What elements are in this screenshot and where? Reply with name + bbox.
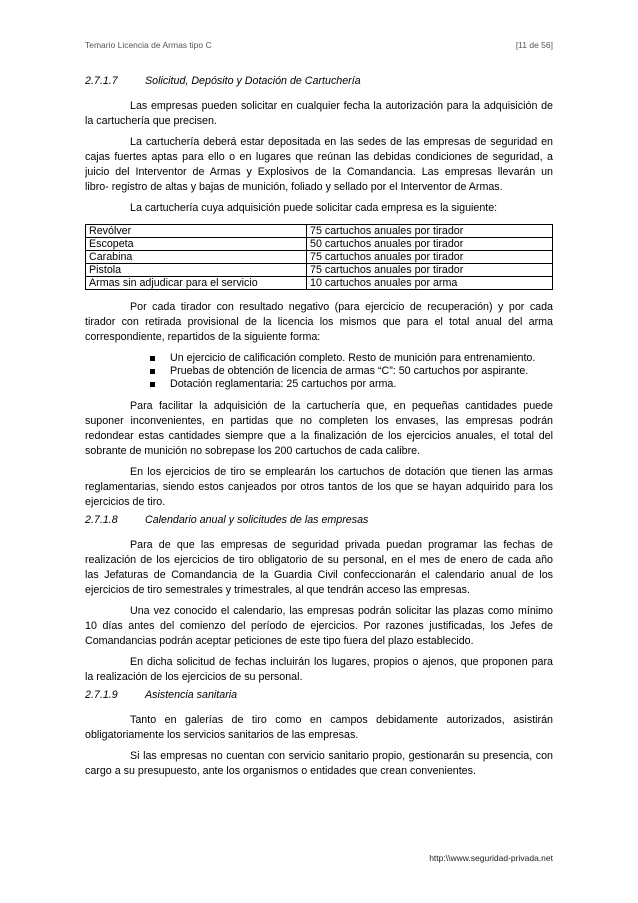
paragraph-line: las Jefaturas de Comandancia de la Guardia Civil confeccionarán el calendario anual de los [85, 568, 553, 581]
list-item [85, 352, 553, 365]
paragraph-line: Para facilitar la adquisición de la cartuchería que, en pequeñas cantidades puede [130, 399, 553, 412]
paragraph [85, 655, 553, 685]
weapon-cell: Revólver [86, 225, 307, 238]
paragraph-line: redondear estas cantidades siempre que a la finalización de los ejercicios anuales, el total del [85, 429, 553, 442]
paragraph [85, 201, 553, 216]
paragraph-line: Por cada tirador con resultado negativo (para ejercicio de recuperación) y por cada [130, 300, 553, 313]
paragraph-line: En los ejercicios de tiro se emplearán los cartuchos de dotación que tienen las armas [130, 465, 553, 478]
paragraph-line: cajas fuertes aptas para ello o en lugares que reúnan las debidas condiciones de seguridad, a [85, 150, 553, 163]
paragraph-line: obligatoriamente los servicios sanitarios de las empresas. [85, 728, 359, 741]
table-row [86, 264, 553, 277]
paragraph-line: realización de los ejercicios de tiro obligatorio de su personal, en el mes de enero de cada año [85, 553, 553, 566]
paragraph-line: Tanto en galerías de tiro como en campos debidamente autorizados, asistirán [130, 713, 553, 726]
weapon-cell: Escopeta [86, 238, 307, 251]
paragraph-line: La cartuchería deberá estar depositada en las sedes de las empresas de seguridad en [130, 135, 553, 148]
table-row [86, 238, 553, 251]
paragraph-line: la realización de los ejercicios de su personal. [85, 670, 303, 683]
paragraph-line: libro- registro de altas y bajas de munición, foliado y sellado por el Interventor de Armas. [85, 180, 503, 193]
section-number: 2.7.1.9 [85, 688, 118, 701]
section-heading [85, 513, 553, 528]
paragraph [85, 604, 553, 649]
section-heading [85, 688, 553, 703]
page-header [85, 40, 553, 51]
section-number: 2.7.1.8 [85, 513, 118, 526]
section-number: 2.7.1.7 [85, 74, 118, 87]
table-row [86, 277, 553, 290]
header-title: Temario Licencia de Armas tipo C [85, 40, 212, 50]
paragraph-line: La cartuchería cuya adquisición puede solicitar cada empresa es la siguiente: [130, 201, 498, 214]
list-item [85, 378, 553, 391]
paragraph [85, 538, 553, 598]
square-bullet-icon [150, 382, 155, 387]
weapon-cell: Pistola [86, 264, 307, 277]
list-item [85, 365, 553, 378]
paragraph-line: suponer inconvenientes, en partidas que no completen los envases, las empresas podrán [85, 414, 553, 427]
weapon-cell: Armas sin adjudicar para el servicio [86, 277, 307, 290]
paragraph [85, 465, 553, 510]
paragraph-line: Las empresas pueden solicitar en cualquier fecha la autorización para la adquisición de [130, 99, 553, 112]
quota-cell: 75 cartuchos anuales por tirador [307, 225, 553, 238]
paragraph-line: reglamentarias, siendo estos canjeados por otros tantos de los que se hayan adquirido para los [85, 480, 553, 493]
quota-cell: 75 cartuchos anuales por tirador [307, 251, 553, 264]
paragraph-line: Comandancias podrán aceptar peticiones de este tipo fuera del plazo establecido. [85, 634, 474, 647]
paragraph-line: Una vez conocido el calendario, las empresas podrán solicitar las plazas como mínimo [130, 604, 553, 617]
list-item-text: Un ejercicio de calificación completo. Resto de munición para entrenamiento. [170, 351, 536, 364]
paragraph-line: ejercicios de tiro. [85, 495, 166, 508]
list-item-text: Pruebas de obtención de licencia de armas “C”: 50 cartuchos por aspirante. [170, 364, 529, 377]
ammunition-table [85, 224, 553, 290]
page-number: [11 de 56] [515, 40, 553, 50]
section-heading [85, 74, 553, 89]
paragraph [85, 749, 553, 779]
paragraph [85, 300, 553, 345]
quota-cell: 10 cartuchos anuales por arma [307, 277, 553, 290]
page-footer [85, 853, 553, 864]
footer-url: http:\\www.seguridad-privada.net [429, 853, 553, 863]
table-row [86, 251, 553, 264]
table-row [86, 225, 553, 238]
section-title: Asistencia sanitaria [145, 688, 238, 701]
paragraph [85, 135, 553, 195]
paragraph-line: 10 días antes del comienzo del período de ejercicios. Por razones justificadas, los Jefes de [85, 619, 553, 632]
paragraph [85, 399, 553, 459]
paragraph-line: cargo a su presupuesto, ante los organismos o entidades que crean convenientes. [85, 764, 476, 777]
paragraph-line: la cartuchería que precisen. [85, 114, 217, 127]
section-title: Solicitud, Depósito y Dotación de Cartuchería [145, 74, 361, 87]
section-title: Calendario anual y solicitudes de las empresas [145, 513, 369, 526]
square-bullet-icon [150, 369, 155, 374]
paragraph [85, 713, 553, 743]
paragraph-line: Si las empresas no cuentan con servicio sanitario propio, gestionarán su presencia, con [130, 749, 553, 762]
quota-cell: 50 cartuchos anuales por tirador [307, 238, 553, 251]
paragraph-line: tirador con retirada provisional de la licencia los mismos que para el total anual del arma [85, 315, 553, 328]
weapon-cell: Carabina [86, 251, 307, 264]
paragraph-line: ejercicios de tiro semestrales y trimestrales, al que tendrán acceso las empresas. [85, 583, 470, 596]
paragraph-line: sobrante de munición no sobrepase los 200 cartuchos de cada calibre. [85, 444, 421, 457]
paragraph-line: juicio del Interventor de Armas y Explosivos de la Comandancia. Las empresas llevarán un [85, 165, 553, 178]
list-item-text: Dotación reglamentaria: 25 cartuchos por arma. [170, 377, 397, 390]
paragraph-line: En dicha solicitud de fechas incluirán los lugares, propios o ajenos, que proponen para [130, 655, 553, 668]
paragraph-line: Para de que las empresas de seguridad privada puedan programar las fechas de [130, 538, 553, 551]
bullet-list [85, 352, 553, 391]
paragraph-line: correspondiente, repartidos de la siguiente forma: [85, 330, 321, 343]
square-bullet-icon [150, 356, 155, 361]
quota-cell: 75 cartuchos anuales por tirador [307, 264, 553, 277]
paragraph [85, 99, 553, 129]
